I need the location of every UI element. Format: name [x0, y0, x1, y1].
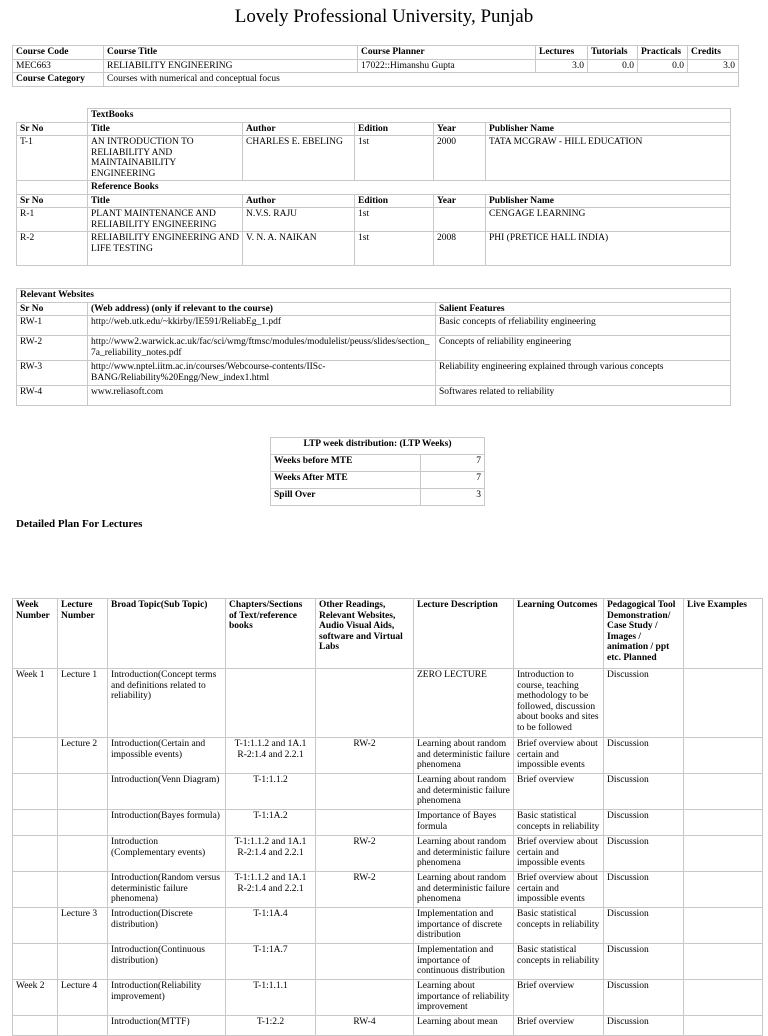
tool-cell: Discussion: [604, 669, 684, 738]
topic-cell: Introduction(Venn Diagram): [108, 774, 226, 810]
edition-header: Edition: [355, 122, 434, 136]
course-values-row: [13, 59, 739, 73]
week-cell: [13, 872, 58, 908]
sr-no-header: Sr No: [17, 194, 88, 208]
tool-cell: Discussion: [604, 872, 684, 908]
book-title: PLANT MAINTENANCE AND RELIABILITY ENGINEERING: [88, 208, 243, 232]
book-title: RELIABILITY ENGINEERING AND LIFE TESTING: [88, 232, 243, 266]
website-sr: RW-4: [17, 386, 88, 406]
websites-header-row: [17, 302, 731, 316]
week-cell: [13, 1016, 58, 1036]
live-example-cell: [684, 944, 763, 980]
live-example-cell: [684, 738, 763, 774]
lecture-plan-table: [12, 598, 763, 1036]
course-planner: 17022::Himanshu Gupta: [358, 59, 536, 73]
readings-cell: RW-2: [316, 738, 414, 774]
book-sr: R-2: [17, 232, 88, 266]
ltp-label: Weeks After MTE: [271, 472, 421, 489]
readings-header: Other Readings, Relevant Websites, Audio Visual Aids, software and Virtual Labs: [316, 599, 414, 669]
references-label: Reference Books: [88, 181, 731, 195]
course-planner-header: Course Planner: [358, 46, 536, 60]
author-header: Author: [243, 194, 355, 208]
table-row: [13, 872, 763, 908]
course-header-row: [13, 46, 739, 60]
books-table: [16, 108, 731, 266]
course-category-value: Courses with numerical and conceptual focus: [104, 73, 739, 87]
ltp-label: Weeks before MTE: [271, 455, 421, 472]
description-cell: Learning about importance of reliability improvement: [414, 980, 514, 1016]
lecture-cell: [58, 944, 108, 980]
topic-cell: Introduction(Discrete distribution): [108, 908, 226, 944]
book-author: N.V.S. RAJU: [243, 208, 355, 232]
tool-cell: Discussion: [604, 1016, 684, 1036]
topic-cell: Introduction(Reliability improvement): [108, 980, 226, 1016]
website-sr: RW-2: [17, 336, 88, 361]
topic-cell: Introduction(Bayes formula): [108, 810, 226, 836]
publisher-header: Publisher Name: [486, 122, 731, 136]
outcomes-cell: Brief overview about certain and impossible events: [514, 872, 604, 908]
topic-cell: Introduction(MTTF): [108, 1016, 226, 1036]
lecture-cell: Lecture 1: [58, 669, 108, 738]
topic-cell: Introduction(Certain and impossible events): [108, 738, 226, 774]
outcomes-cell: Brief overview about certain and impossible events: [514, 836, 604, 872]
lecture-cell: [58, 836, 108, 872]
textbooks-label-row: [17, 109, 731, 123]
week-cell: Week 2: [13, 980, 58, 1016]
websites-table: [16, 288, 731, 406]
website-feature: Reliability engineering explained through various concepts: [436, 361, 731, 386]
readings-cell: [316, 944, 414, 980]
book-sr: R-1: [17, 208, 88, 232]
outcomes-cell: Brief overview: [514, 774, 604, 810]
year-header: Year: [434, 122, 486, 136]
author-header: Author: [243, 122, 355, 136]
description-cell: Importance of Bayes formula: [414, 810, 514, 836]
table-row: [271, 489, 485, 506]
course-category-row: [13, 73, 739, 87]
references-header-row: [17, 194, 731, 208]
website-feature: Concepts of reliability engineering: [436, 336, 731, 361]
readings-cell: [316, 810, 414, 836]
table-row: [17, 208, 731, 232]
table-row: [271, 455, 485, 472]
outcomes-header: Learning Outcomes: [514, 599, 604, 669]
tool-header: Pedagogical Tool Demonstration/ Case Study / Images / animation / ppt etc. Planned: [604, 599, 684, 669]
book-title: AN INTRODUCTION TO RELIABILITY AND MAINTAINABILITY ENGINEERING: [88, 136, 243, 181]
websites-label-row: [17, 289, 731, 303]
credits-value: 3.0: [688, 59, 739, 73]
live-example-cell: [684, 669, 763, 738]
outcomes-cell: Brief overview about certain and impossible events: [514, 738, 604, 774]
tutorials-header: Tutorials: [588, 46, 638, 60]
chapters-cell: T-1:1.1.1: [226, 980, 316, 1016]
website-feature: Softwares related to reliability: [436, 386, 731, 406]
lecture-cell: Lecture 3: [58, 908, 108, 944]
table-row: [17, 316, 731, 336]
lecture-cell: Lecture 4: [58, 980, 108, 1016]
website-url: www.reliasoft.com: [88, 386, 436, 406]
tool-cell: Discussion: [604, 738, 684, 774]
table-row: [17, 361, 731, 386]
book-publisher: PHI (PRETICE HALL INDIA): [486, 232, 731, 266]
website-url: http://www.nptel.iitm.ac.in/courses/Webcourse-contents/IISc-BANG/Reliability%20Engg/New_index1.html: [88, 361, 436, 386]
week-cell: [13, 836, 58, 872]
table-row: [271, 472, 485, 489]
website-feature: Basic concepts of rfeliability engineering: [436, 316, 731, 336]
ltp-label: Spill Over: [271, 489, 421, 506]
outcomes-cell: Basic statistical concepts in reliability: [514, 944, 604, 980]
chapters-cell: T-1:1.1.2: [226, 774, 316, 810]
week-cell: Week 1: [13, 669, 58, 738]
lecture-plan-heading: Detailed Plan For Lectures: [16, 518, 143, 530]
chapters-header: Chapters/Sections of Text/reference books: [226, 599, 316, 669]
outcomes-cell: Basic statistical concepts in reliability: [514, 908, 604, 944]
description-cell: ZERO LECTURE: [414, 669, 514, 738]
week-header: Week Number: [13, 599, 58, 669]
topic-header: Broad Topic(Sub Topic): [108, 599, 226, 669]
description-cell: Learning about random and deterministic failure phenomena: [414, 836, 514, 872]
tool-cell: Discussion: [604, 908, 684, 944]
chapters-cell: T-1:1A.7: [226, 944, 316, 980]
website-sr: RW-3: [17, 361, 88, 386]
course-title-header: Course Title: [104, 46, 358, 60]
topic-cell: Introduction(Concept terms and definitions related to reliability): [108, 669, 226, 738]
live-example-cell: [684, 872, 763, 908]
book-publisher: TATA MCGRAW - HILL EDUCATION: [486, 136, 731, 181]
salient-features-header: Salient Features: [436, 302, 731, 316]
table-row: [13, 1016, 763, 1036]
ltp-header: LTP week distribution: (LTP Weeks): [271, 438, 485, 455]
readings-cell: RW-2: [316, 872, 414, 908]
table-row: [17, 336, 731, 361]
websites-label: Relevant Websites: [17, 289, 731, 303]
topic-cell: Introduction(Random versus deterministic failure phenomena): [108, 872, 226, 908]
table-row: [13, 738, 763, 774]
table-row: [17, 232, 731, 266]
ltp-table: [270, 437, 485, 506]
week-cell: [13, 810, 58, 836]
table-row: [17, 386, 731, 406]
description-cell: Learning about random and deterministic failure phenomena: [414, 774, 514, 810]
outcomes-cell: Brief overview: [514, 1016, 604, 1036]
lecture-cell: [58, 872, 108, 908]
table-row: [17, 136, 731, 181]
book-edition: 1st: [355, 136, 434, 181]
practicals-header: Practicals: [638, 46, 688, 60]
lectures-header: Lectures: [536, 46, 588, 60]
tool-cell: Discussion: [604, 810, 684, 836]
week-cell: [13, 738, 58, 774]
textbooks-header-row: [17, 122, 731, 136]
chapters-cell: T-1:1.1.2 and 1A.1 R-2:1.4 and 2.2.1: [226, 872, 316, 908]
live-example-cell: [684, 836, 763, 872]
week-cell: [13, 944, 58, 980]
publisher-header: Publisher Name: [486, 194, 731, 208]
tool-cell: Discussion: [604, 944, 684, 980]
book-year: 2000: [434, 136, 486, 181]
credits-header: Credits: [688, 46, 739, 60]
page-title: Lovely Professional University, Punjab: [234, 6, 534, 27]
course-category-label: Course Category: [13, 73, 104, 87]
website-url: http://www2.warwick.ac.uk/fac/sci/wmg/ftmsc/modules/modulelist/peuss/slides/section_7a_reliability_notes.pdf: [88, 336, 436, 361]
web-address-header: (Web address) (only if relevant to the course): [88, 302, 436, 316]
readings-cell: RW-4: [316, 1016, 414, 1036]
course-info-table: [12, 45, 739, 87]
readings-cell: RW-2: [316, 836, 414, 872]
course-code-header: Course Code: [13, 46, 104, 60]
ltp-header-row: [271, 438, 485, 455]
outcomes-cell: Introduction to course, teaching methodology to be followed, discussion about books and sites to be followed: [514, 669, 604, 738]
ltp-value: 7: [421, 472, 485, 489]
description-cell: Learning about random and deterministic failure phenomena: [414, 738, 514, 774]
live-example-cell: [684, 908, 763, 944]
year-header: Year: [434, 194, 486, 208]
chapters-cell: T-1:1A.2: [226, 810, 316, 836]
book-year: 2008: [434, 232, 486, 266]
lecture-header: Lecture Number: [58, 599, 108, 669]
lecture-cell: Lecture 2: [58, 738, 108, 774]
outcomes-cell: Brief overview: [514, 980, 604, 1016]
live-example-cell: [684, 980, 763, 1016]
description-cell: Learning about random and deterministic failure phenomena: [414, 872, 514, 908]
live-example-cell: [684, 810, 763, 836]
readings-cell: [316, 774, 414, 810]
tool-cell: Discussion: [604, 836, 684, 872]
sr-no-header: Sr No: [17, 122, 88, 136]
book-author: CHARLES E. EBELING: [243, 136, 355, 181]
table-row: [13, 836, 763, 872]
topic-cell: Introduction(Continuous distribution): [108, 944, 226, 980]
description-cell: Implementation and importance of continuous distribution: [414, 944, 514, 980]
chapters-cell: T-1:1.1.2 and 1A.1 R-2:1.4 and 2.2.1: [226, 738, 316, 774]
live-examples-header: Live Examples: [684, 599, 763, 669]
book-title-header: Title: [88, 122, 243, 136]
tutorials-value: 0.0: [588, 59, 638, 73]
lecture-cell: [58, 774, 108, 810]
lecture-cell: [58, 1016, 108, 1036]
table-row: [13, 810, 763, 836]
week-cell: [13, 908, 58, 944]
week-cell: [13, 774, 58, 810]
references-label-row: [17, 181, 731, 195]
textbooks-label: TextBooks: [88, 109, 731, 123]
tool-cell: Discussion: [604, 774, 684, 810]
live-example-cell: [684, 1016, 763, 1036]
book-edition: 1st: [355, 208, 434, 232]
chapters-cell: T-1:2.2: [226, 1016, 316, 1036]
ltp-value: 3: [421, 489, 485, 506]
course-code: MEC663: [13, 59, 104, 73]
website-url: http://web.utk.edu/~kkirby/IE591/ReliabEg_1.pdf: [88, 316, 436, 336]
outcomes-cell: Basic statistical concepts in reliability: [514, 810, 604, 836]
chapters-cell: [226, 669, 316, 738]
sr-no-header: Sr No: [17, 302, 88, 316]
book-year: [434, 208, 486, 232]
table-row: [13, 774, 763, 810]
website-sr: RW-1: [17, 316, 88, 336]
book-sr: T-1: [17, 136, 88, 181]
edition-header: Edition: [355, 194, 434, 208]
live-example-cell: [684, 774, 763, 810]
lecture-cell: [58, 810, 108, 836]
description-cell: Learning about mean: [414, 1016, 514, 1036]
table-row: [13, 980, 763, 1016]
book-title-header: Title: [88, 194, 243, 208]
plan-header-row: [13, 599, 763, 669]
book-publisher: CENGAGE LEARNING: [486, 208, 731, 232]
book-author: V. N. A. NAIKAN: [243, 232, 355, 266]
readings-cell: [316, 980, 414, 1016]
book-edition: 1st: [355, 232, 434, 266]
table-row: [13, 908, 763, 944]
course-title: RELIABILITY ENGINEERING: [104, 59, 358, 73]
topic-cell: Introduction (Complementary events): [108, 836, 226, 872]
readings-cell: [316, 908, 414, 944]
table-row: [13, 669, 763, 738]
ltp-value: 7: [421, 455, 485, 472]
description-cell: Implementation and importance of discrete distribution: [414, 908, 514, 944]
tool-cell: Discussion: [604, 980, 684, 1016]
lectures-value: 3.0: [536, 59, 588, 73]
description-header: Lecture Description: [414, 599, 514, 669]
chapters-cell: T-1:1A.4: [226, 908, 316, 944]
table-row: [13, 944, 763, 980]
chapters-cell: T-1:1.1.2 and 1A.1 R-2:1.4 and 2.2.1: [226, 836, 316, 872]
practicals-value: 0.0: [638, 59, 688, 73]
readings-cell: [316, 669, 414, 738]
